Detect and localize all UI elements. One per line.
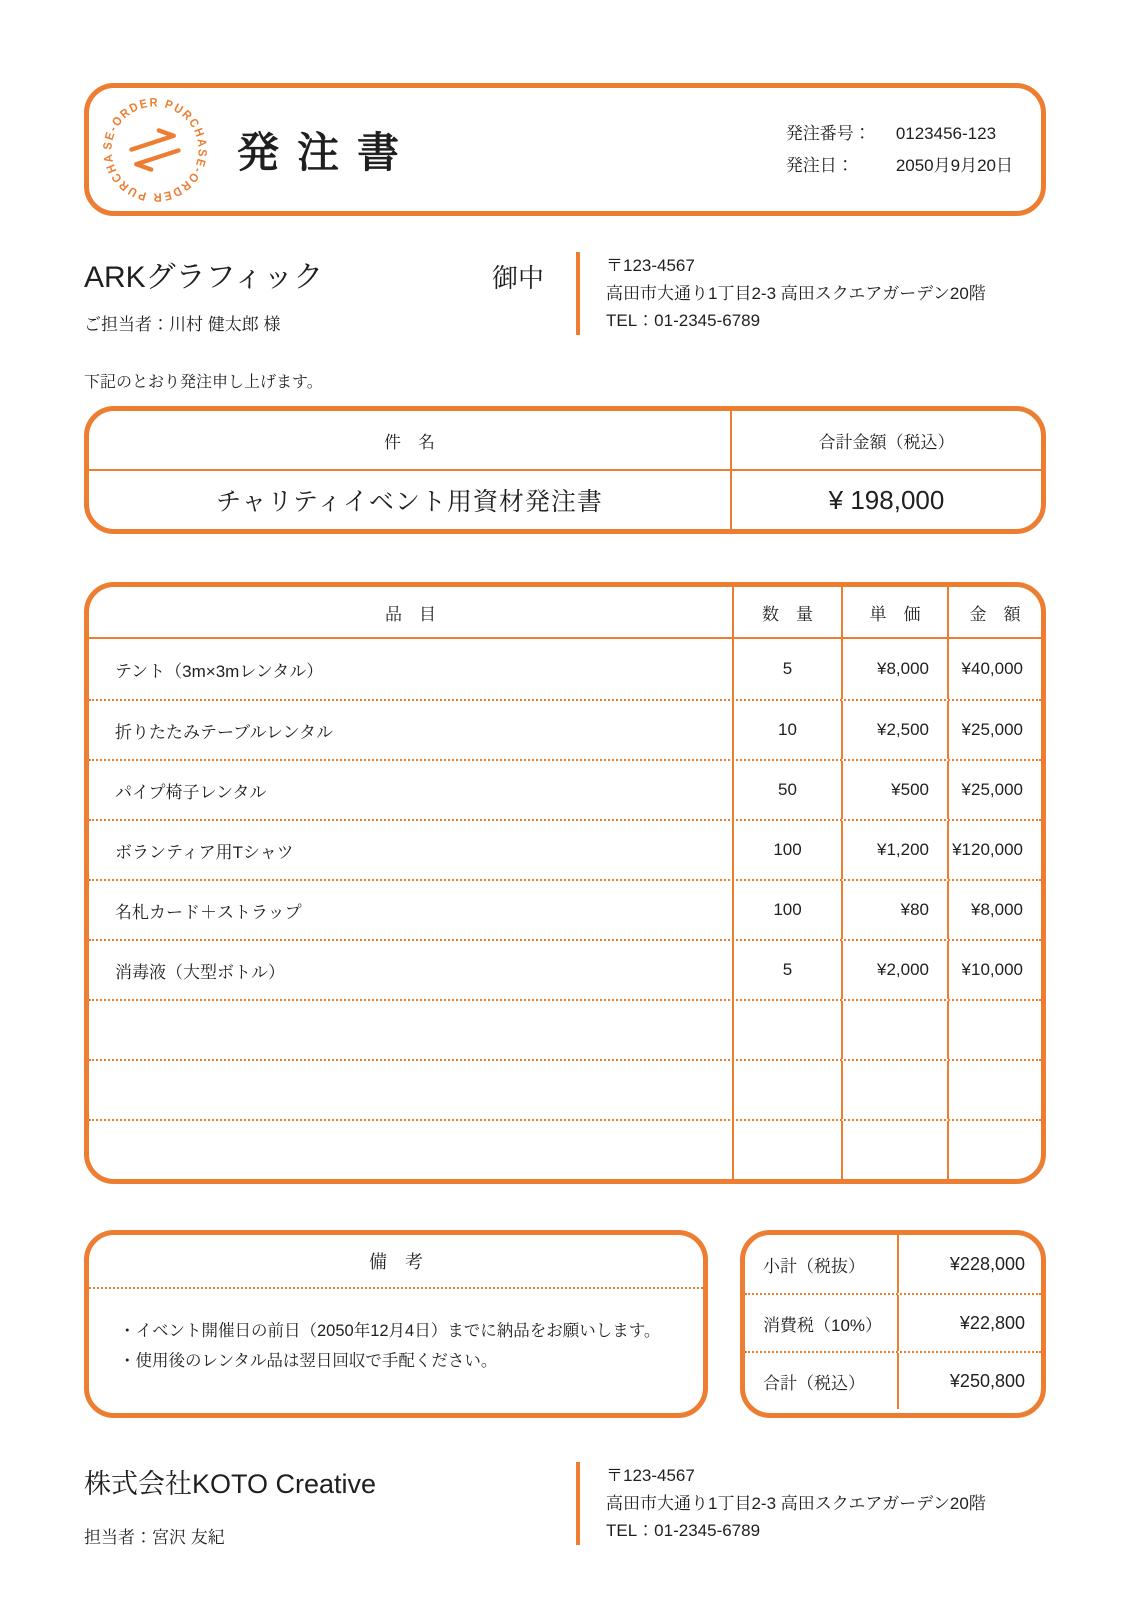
issuer-address-block xyxy=(576,1462,986,1545)
col-header-unit-price: 単 価 xyxy=(841,587,947,637)
subject-total-value: ¥ 198,000 xyxy=(828,484,945,515)
recipient-address: 高田市大通り1丁目2-3 高田スクエアガーデン20階 xyxy=(606,283,986,303)
item-amount-cell xyxy=(947,1001,1041,1059)
total-row-value: ¥250,800 xyxy=(897,1353,1041,1409)
items-table-body xyxy=(89,639,1041,1179)
table-row xyxy=(89,1059,1041,1119)
item-amount-cell xyxy=(947,1121,1041,1179)
recipient-honorific: 御中 xyxy=(491,263,544,293)
item-name-cell xyxy=(89,1121,732,1179)
table-row xyxy=(89,939,1041,999)
order-date-value: 2050月9月20日 xyxy=(895,155,1013,175)
table-row xyxy=(89,879,1041,939)
item-qty-cell: 5 xyxy=(732,941,841,999)
order-date-row xyxy=(786,150,1013,181)
intro-text: 下記のとおり発注申し上げます。 xyxy=(84,374,323,391)
recipient-block xyxy=(84,252,544,335)
remarks-box xyxy=(84,1230,708,1418)
item-unit-price-cell: ¥2,500 xyxy=(841,701,947,759)
total-row-label: 合計（税込） xyxy=(763,1373,865,1393)
col-header-amount: 金 額 xyxy=(947,587,1041,637)
item-unit-price-cell xyxy=(841,1001,947,1059)
item-name-cell: ボランティア用Tシャツ xyxy=(115,842,294,862)
item-name-cell: 折りたたみテーブルレンタル xyxy=(115,722,333,742)
item-qty-cell xyxy=(732,1121,841,1179)
item-amount-cell: ¥25,000 xyxy=(947,701,1041,759)
item-amount-cell: ¥40,000 xyxy=(947,639,1041,699)
table-row xyxy=(89,699,1041,759)
item-qty-cell: 5 xyxy=(732,639,841,699)
issuer-postal: 〒123-4567 xyxy=(606,1466,695,1485)
remarks-body xyxy=(89,1289,703,1376)
item-qty-cell: 100 xyxy=(732,821,841,879)
recipient-company: ARKグラフィック xyxy=(84,261,324,294)
issuer-block xyxy=(84,1462,544,1548)
item-name-cell xyxy=(89,1001,732,1059)
summary-section xyxy=(84,1230,1046,1418)
item-unit-price-cell xyxy=(841,1061,947,1119)
order-number-row xyxy=(786,118,1013,149)
order-date-label: 発注日： xyxy=(785,155,854,175)
table-row xyxy=(89,819,1041,879)
item-name-cell xyxy=(89,1061,732,1119)
recipient-tel: TEL：01-2345-6789 xyxy=(606,311,761,331)
item-qty-cell: 100 xyxy=(732,881,841,939)
subject-name-value: チャリティイベント用資材発注書 xyxy=(89,471,732,529)
order-ring-icon xyxy=(97,92,213,208)
issuer-contact: 担当者：宮沢 友紀 xyxy=(84,1528,225,1547)
items-table xyxy=(84,582,1046,1184)
recipient-postal: 〒123-4567 xyxy=(606,256,695,275)
item-amount-cell xyxy=(947,1061,1041,1119)
remarks-line: ・使用後のレンタル品は翌日回収で手配ください。 xyxy=(119,1351,498,1370)
table-row xyxy=(89,759,1041,819)
table-row xyxy=(89,999,1041,1059)
recipient-contact: ご担当者：川村 健太郎 様 xyxy=(84,315,281,334)
item-unit-price-cell: ¥2,000 xyxy=(841,941,947,999)
issuer-section xyxy=(84,1462,1046,1548)
item-name-cell: パイプ椅子レンタル xyxy=(115,782,267,802)
item-amount-cell: ¥25,000 xyxy=(947,761,1041,819)
recipient-address-block xyxy=(576,252,986,335)
col-header-item: 品 目 xyxy=(385,604,436,624)
recipient-section xyxy=(84,252,1046,335)
item-qty-cell xyxy=(732,1061,841,1119)
table-row xyxy=(89,1119,1041,1179)
item-amount-cell: ¥10,000 xyxy=(947,941,1041,999)
item-name-cell: 消毒液（大型ボトル） xyxy=(115,962,285,982)
total-row-value: ¥228,000 xyxy=(897,1235,1041,1293)
item-qty-cell: 10 xyxy=(732,701,841,759)
total-row xyxy=(745,1235,1041,1293)
item-amount-cell: ¥120,000 xyxy=(947,821,1041,879)
total-row-label: 小計（税抜） xyxy=(763,1256,865,1276)
item-qty-cell: 50 xyxy=(732,761,841,819)
svg-text:SE-ORDER PURCHASE-ORDER PURCHA: SE-ORDER PURCHASE-ORDER PURCHA xyxy=(100,94,210,205)
item-unit-price-cell xyxy=(841,1121,947,1179)
subject-table xyxy=(84,406,1046,534)
item-name-cell: 名札カード＋ストラップ xyxy=(115,902,302,922)
item-qty-cell xyxy=(732,1001,841,1059)
issuer-company: 株式会社KOTO Creative xyxy=(84,1469,377,1499)
items-table-header xyxy=(89,587,1041,639)
total-row-label: 消費税（10%） xyxy=(763,1315,883,1335)
remarks-line: ・イベント開催日の前日（2050年12月4日）までに納品をお願いします。 xyxy=(119,1322,661,1340)
table-row xyxy=(89,639,1041,699)
subject-name-header: 件 名 xyxy=(89,411,732,471)
issuer-tel: TEL：01-2345-6789 xyxy=(606,1521,761,1541)
total-row xyxy=(745,1293,1041,1351)
totals-box xyxy=(740,1230,1046,1418)
purchase-order-logo xyxy=(97,92,213,208)
item-unit-price-cell: ¥1,200 xyxy=(841,821,947,879)
item-amount-cell: ¥8,000 xyxy=(947,881,1041,939)
item-name-cell: テント（3m×3mレンタル） xyxy=(115,661,324,681)
total-row xyxy=(745,1351,1041,1409)
header xyxy=(84,83,1046,216)
total-row-value: ¥22,800 xyxy=(897,1295,1041,1351)
item-unit-price-cell: ¥80 xyxy=(841,881,947,939)
order-number-value: 0123456-123 xyxy=(895,124,997,144)
order-meta xyxy=(786,118,1013,181)
remarks-header: 備 考 xyxy=(89,1235,703,1289)
order-number-label: 発注番号： xyxy=(785,124,871,144)
transfer-arrows-icon xyxy=(128,126,181,173)
item-unit-price-cell: ¥8,000 xyxy=(841,639,947,699)
col-header-qty: 数 量 xyxy=(732,587,841,637)
page-title: 発注書 xyxy=(237,128,418,176)
issuer-address: 高田市大通り1丁目2-3 高田スクエアガーデン20階 xyxy=(606,1493,986,1513)
subject-total-header: 合計金額（税込） xyxy=(732,411,1041,471)
item-unit-price-cell: ¥500 xyxy=(841,761,947,819)
